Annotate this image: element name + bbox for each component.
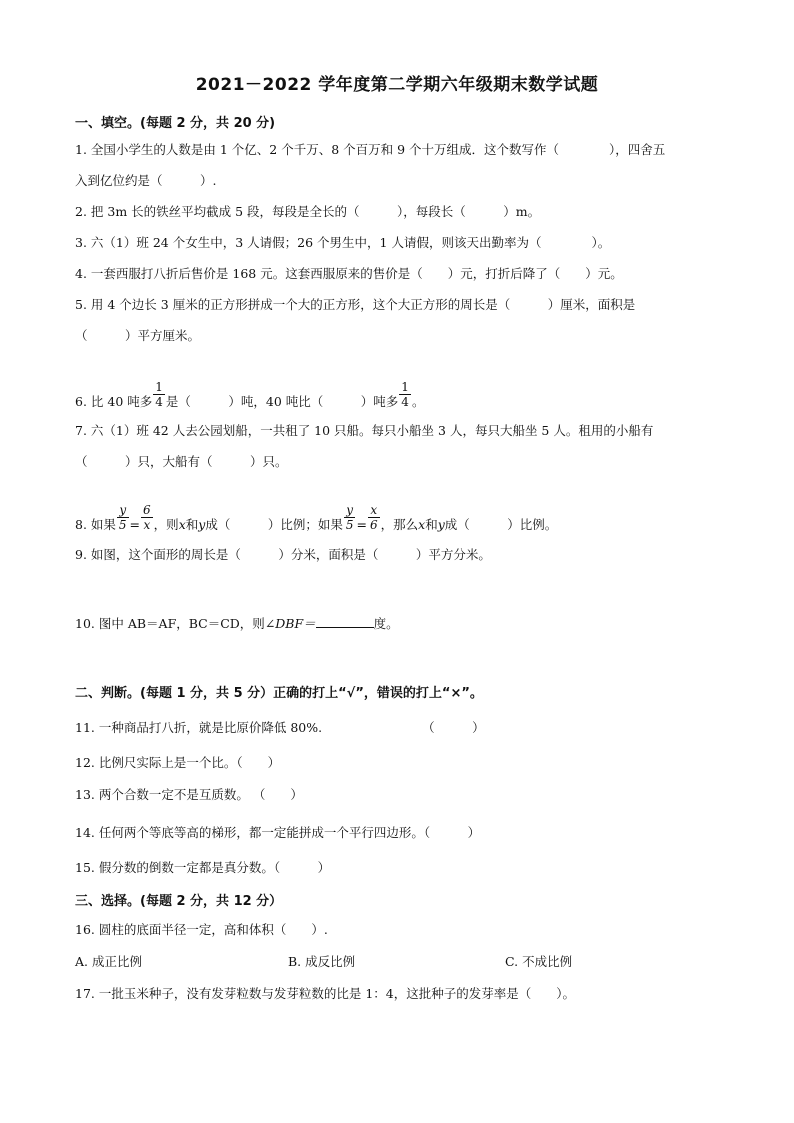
question-14: 14. 任何两个等底等高的梯形，都一定能拼成一个平行四边形。（ ） (75, 825, 481, 840)
fraction-y-over-5-second (344, 503, 356, 532)
question-7-line-1: 7. 六（1）班 42 人去公园划船，一共租了 10 只船。每只小船坐 3 人，每只大船坐 5 人。租用的小船有 (75, 423, 654, 438)
answer-blank[interactable] (316, 615, 374, 628)
choice-b[interactable]: B. 成反比例 (288, 954, 356, 969)
question-8-part-c: 和 (185, 517, 199, 532)
question-8-part-f: 和 (425, 517, 438, 532)
fraction-numerator: x (368, 503, 380, 518)
question-8-part-g: 成（ ）比例。 (444, 517, 558, 532)
question-8-part-b: ，则 (153, 517, 179, 532)
fraction-denominator: 5 (345, 518, 354, 532)
question-11 (75, 719, 725, 737)
fraction-denominator: 4 (401, 395, 409, 409)
fraction-denominator: 6 (369, 518, 378, 532)
question-5-line-1: 5. 用 4 个边长 3 厘米的正方形拼成一个大的正方形，这个大正方形的周长是（ ）厘米，面积是 (75, 297, 636, 312)
question-16: 16. 圆柱的底面半径一定，高和体积（ ）. (75, 922, 328, 937)
question-6-part-c: 。 (411, 394, 425, 409)
question-11-text: 11. 一种商品打八折，就是比原价降低 80%. (75, 720, 323, 735)
question-2: 2. 把 3m 长的铁丝平均截成 5 段，每段是全长的（ ），每段长（ ）m。 (75, 204, 541, 219)
fraction-numerator: y (344, 503, 356, 518)
page-title: 2021－2022 学年度第二学期六年级期末数学试题 (195, 75, 599, 95)
fraction-numerator: 1 (401, 380, 409, 394)
question-6-part-b: 是（ ）吨，40 吨比（ ）吨多 (165, 394, 399, 409)
section-1-heading: 一、填空。(每题 2 分，共 20 分) (75, 116, 276, 131)
question-12: 12. 比例尺实际上是一个比。（ ） (75, 755, 281, 770)
variable-y: y (198, 517, 206, 532)
section-3-heading: 三、选择。(每题 2 分，共 12 分） (75, 894, 283, 909)
fraction-denominator: 4 (155, 395, 163, 409)
fraction-x-over-6 (368, 503, 380, 532)
equals-sign: = (129, 517, 141, 532)
question-13: 13. 两个合数一定不是互质数。 （ ） (75, 787, 303, 802)
fraction-denominator: x (143, 518, 151, 532)
choice-a[interactable]: A. 成正比例 (75, 954, 142, 969)
variable-x: x (418, 517, 426, 532)
question-17: 17. 一批玉米种子，没有发芽粒数与发芽粒数的比是 1：4，这批种子的发芽率是（ ）。 (75, 986, 575, 1001)
angle-dbf: ∠DBF＝ (264, 616, 316, 631)
fraction-numerator: 1 (155, 380, 163, 394)
question-10-part-b: 度。 (373, 616, 399, 631)
variable-x: x (178, 517, 186, 532)
question-6-part-a: 6. 比 40 吨多 (75, 394, 153, 409)
fraction-one-quarter-b (399, 380, 411, 409)
question-15: 15. 假分数的倒数一定都是真分数。（ ） (75, 860, 331, 875)
question-8 (75, 503, 725, 540)
question-8-part-e: ，那么 (380, 517, 419, 532)
section-2-heading: 二、判断。(每题 1 分，共 5 分）正确的打上“√”，错误的打上“×”。 (75, 686, 483, 701)
question-1-line-2: 入到亿位约是（ ）. (75, 173, 217, 188)
question-4: 4. 一套西服打八折后售价是 168 元。这套西服原来的售价是（ ）元，打折后降了（ ）元。 (75, 266, 623, 281)
question-8-part-d: 成（ ）比例；如果 (205, 517, 343, 532)
fraction-y-over-5 (117, 503, 129, 532)
fraction-6-over-x (141, 503, 153, 532)
equals-sign: = (356, 517, 367, 532)
fraction-numerator: 6 (143, 503, 151, 517)
fraction-one-quarter-a (153, 380, 165, 409)
choice-c[interactable]: C. 不成比例 (505, 954, 573, 969)
question-5-line-2: （ ）平方厘米。 (75, 328, 201, 343)
variable-y: y (437, 517, 445, 532)
question-9: 9. 如图，这个面形的周长是（ ）分米，面积是（ ）平方分米。 (75, 547, 491, 562)
question-11-paren[interactable]: （ ） (422, 720, 485, 735)
question-7-line-2: （ ）只，大船有（ ）只。 (75, 454, 288, 469)
fraction-numerator: y (117, 503, 129, 518)
question-8-part-a: 8. 如果 (75, 517, 116, 532)
question-6 (75, 380, 725, 417)
question-10-part-a: 10. 图中 AB＝AF，BC＝CD，则 (75, 616, 265, 631)
fraction-denominator: 5 (118, 518, 127, 532)
question-1-line-1: 1. 全国小学生的人数是由 1 个亿、2 个千万、8 个百万和 9 个十万组成．这个数写作（ ），四舍五 (75, 142, 666, 157)
question-10 (75, 615, 725, 633)
question-3: 3. 六（1）班 24 个女生中，3 人请假；26 个男生中，1 人请假，则该天出勤率为（ ）。 (75, 235, 611, 250)
